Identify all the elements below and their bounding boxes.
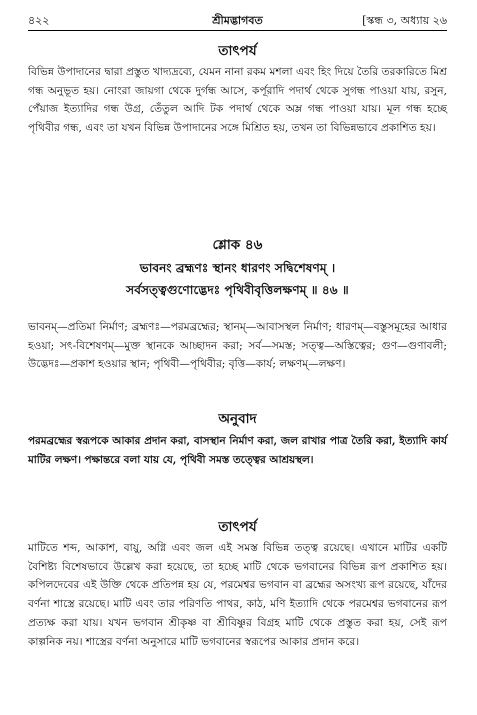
translation-text: পরমব্রহ্মের স্বরূপকে আকার প্রদান করা, বাসস্থান নির্মাণ করা, জল রাখার পাত্র তৈরি করা, ইত্যাদি কার্য মাটির লক্ষণ। পক্ষান্তরে বলা যায় যে, পৃথিবী সমস্ত তত্ত্বের আশ্রয়স্থল।: [28, 435, 447, 466]
synonyms-section: [28, 318, 447, 374]
page-header: [28, 10, 447, 32]
verse-line-2: সর্বসত্ত্বগুণোদ্ভেদঃ পৃথিবীবৃত্তিলক্ষণম্ ॥ ৪৬ ॥: [126, 283, 349, 297]
translation-heading: অনুবাদ: [218, 411, 257, 427]
header-rule: [28, 30, 447, 31]
purport-text-1: বিভিন্ন উপাদানের দ্বারা প্রস্তুত খাদ্যদ্রব্যে, যেমন নানা রকম মশলা এবং হিং দিয়ে তৈরি তরকারিতে মিশ্র গন্ধ অনুভূত হয়। নোংরা জায়গা থেকে দুর্গন্ধ আসে, কর্পূরাদি পদার্থ থেকে সুগন্ধ পাওয়া যায়, রসুন, পেঁয়াজ ইত্যাদির গন্ধ উগ্র, তেঁতুল আদি টক পদার্থ থেকে অম্ল গন্ধ পাওয়া যায়। মূল গন্ধ হচ্ছে পৃথিবীর গন্ধ, এবং তা যখন বিভিন্ন উপাদানের সঙ্গে মিশ্রিত হয়, তখন তা বিভিন্নভাবে প্রকাশিত হয়।: [28, 66, 447, 135]
book-title: শ্রীমদ্ভাগবত: [212, 14, 263, 27]
synonyms-text: ভাবনম্—প্রতিমা নির্মাণ; ব্রহ্মণঃ—পরমব্রহ্মের; স্থানম্—আবাসস্থল নির্মাণ; ধারণম্—বস্তুসমূহের আধার হওয়া; সৎ-বিশেষণম্—মুক্ত স্থানকে আচ্ছাদন করা; সর্ব—সমস্ত; সত্ত্ব—অস্তিত্বের; গুণ—গুণাবলী; উদ্ভেদঃ—প্রকাশ হওয়ার স্থান; পৃথিবী—পৃথিবীর; বৃত্তি—কার্য; লক্ষণম্—লক্ষণ।: [28, 321, 447, 371]
verse-section: [28, 236, 447, 301]
purport-heading-1: তাৎপর্য: [218, 43, 257, 59]
chapter-info: [স্কন্ধ ৩, অধ্যায় ২৬: [362, 14, 447, 27]
purport-section-1: [28, 42, 447, 138]
purport-heading-2: তাৎপর্য: [218, 519, 257, 535]
verse-line-1: ভাবনং ব্রহ্মণঃ স্থানং ধারণং সদ্বিশেষণম্ ।: [139, 261, 336, 275]
translation-section: [28, 410, 447, 469]
verse-heading: শ্লোক ৪৬: [212, 237, 263, 253]
purport-text-2: মাটিতে শব্দ, আকাশ, বায়ু, অগ্নি এবং জল এই সমস্ত বিভিন্ন তত্ত্ব রয়েছে। এখানে মাটির একটি বৈশিষ্ট্য বিশেষভাবে উল্লেখ করা হয়েছে, তা হচ্ছে মাটি থেকে ভগবানের বিভিন্ন রূপ প্রকাশিত হয়। কপিলদেবের এই উক্তি থেকে প্রতিপন্ন হয় যে, পরমেশ্বর ভগবান বা ব্রহ্মের অসংখ্য রূপ রয়েছে, যাঁদের বর্ণনা শাস্ত্রে রয়েছে। মাটি এবং তার পরিণতি পাথর, কাঠ, মণি ইত্যাদি থেকে পরমেশ্বর ভগবানের রূপ প্রত্যক্ষ করা যায়। যখন ভগবান শ্রীকৃষ্ণ বা শ্রীবিষ্ণুর বিগ্রহ মাটি থেকে প্রস্তুত করা হয়, সেই রূপ কাল্পনিক নয়। শাস্ত্রের বর্ণনা অনুসারে মাটি ভগবানের স্বরূপের আকার প্রদান করে।: [28, 542, 447, 648]
page-number: ৪২২: [28, 14, 50, 27]
purport-section-2: [28, 518, 447, 651]
